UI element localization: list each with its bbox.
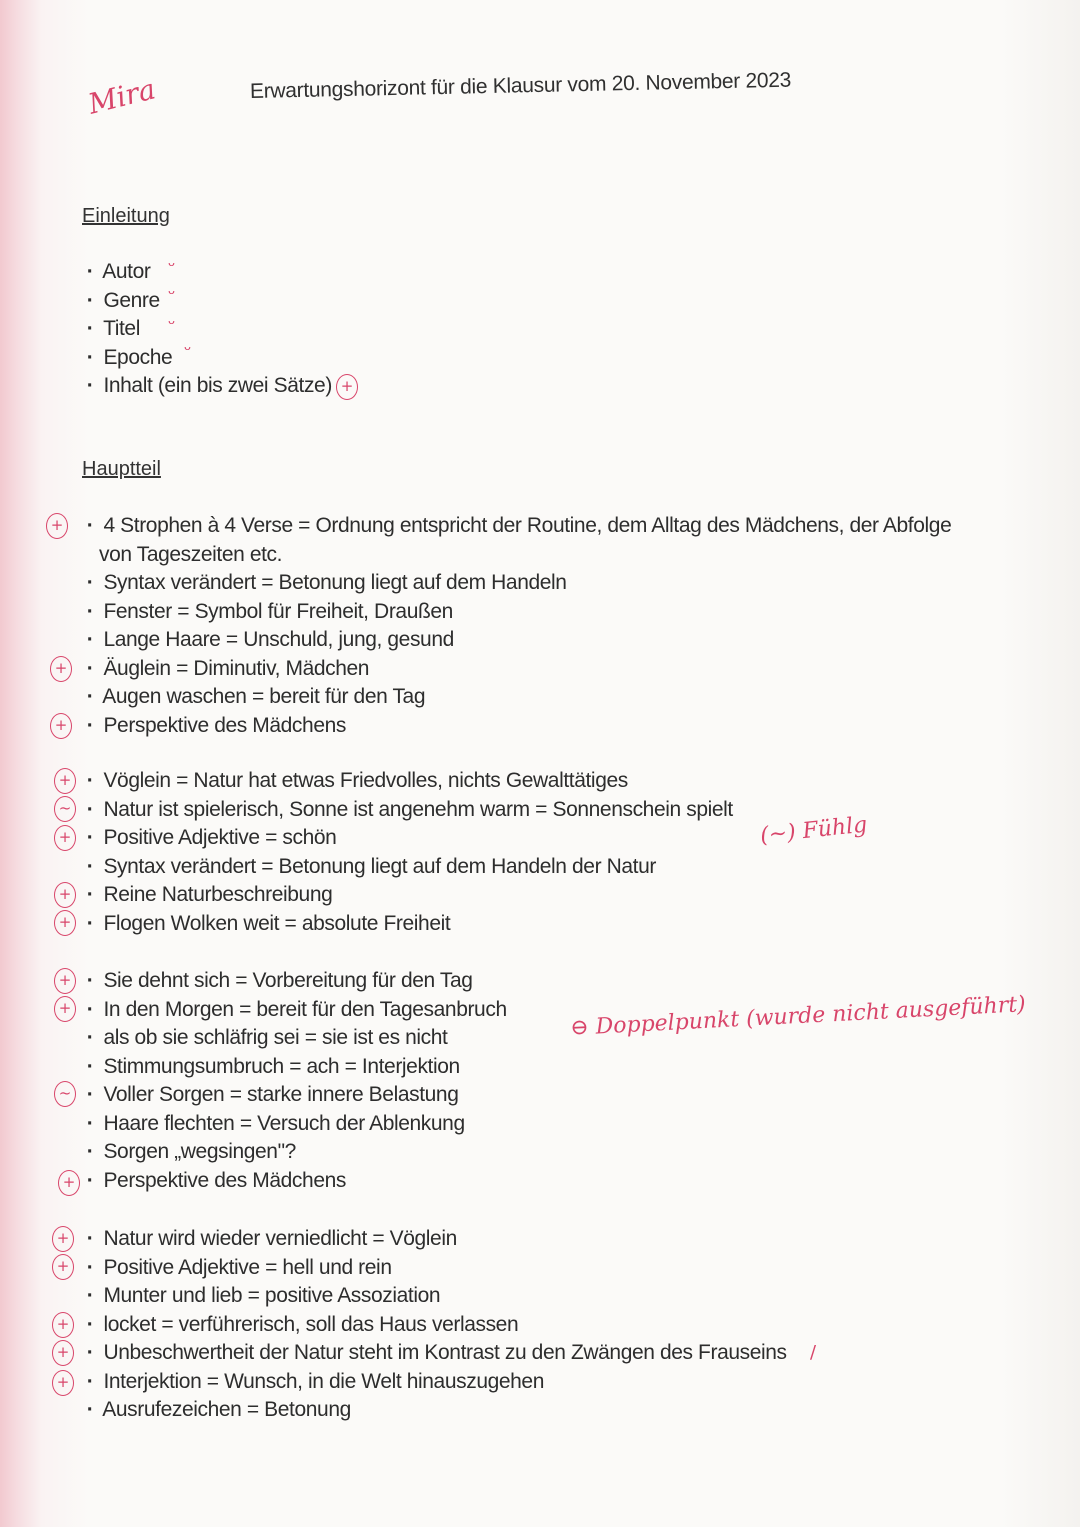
list-item: · Perspektive des Mädchens [86,713,346,737]
plus-mark-icon: + [52,1226,74,1252]
check-mark-icon: ᵕ [168,256,176,277]
plus-mark-icon: + [58,1170,80,1196]
plus-mark-icon: + [54,968,76,994]
plus-mark-icon: + [54,768,76,794]
list-item: · Interjektion = Wunsch, in die Welt hinauszugehen [86,1369,544,1393]
list-item: · Sie dehnt sich = Vorbereitung für den Tag [86,969,473,992]
margin-note-feeling: (~) Fühlg [758,812,869,849]
list-item: · Autor [86,260,151,283]
list-item: · Positive Adjektive = hell und rein [86,1255,392,1279]
list-item: · Unbeschwertheit der Natur steht im Kontrast zu den Zwängen des Frauseins [86,1341,787,1364]
list-item: · Inhalt (ein bis zwei Sätze) [86,374,332,397]
plus-mark-icon: + [52,1340,74,1366]
list-item: · Positive Adjektive = schön [86,826,337,849]
plus-mark-icon: + [54,882,76,908]
list-item: · Augen waschen = bereit für den Tag [86,685,426,708]
list-item: · Fenster = Symbol für Freiheit, Draußen [86,599,453,623]
hauptteil-group-4 [82,1225,787,1425]
list-item: · Syntax verändert = Betonung liegt auf dem Handeln [86,571,567,594]
list-item: · Genre [86,288,160,312]
list-item: · 4 Strophen à 4 Verse = Ordnung entspricht der Routine, dem Alltag des Mädchens, der Abfolge [86,514,952,537]
list-item: · Syntax verändert = Betonung liegt auf dem Handeln der Natur [86,854,656,878]
list-item: · In den Morgen = bereit für den Tagesanbruch [86,997,507,1021]
list-item: · Äuglein = Diminutiv, Mädchen [86,656,370,680]
list-item-continuation: von Tageszeiten etc. [99,542,283,566]
list-item: · Titel [86,317,140,340]
list-item: · Sorgen „wegsingen"? [86,1140,296,1163]
plus-mark-icon: + [54,996,76,1022]
einleitung-list [82,258,332,401]
plus-mark-icon: + [52,1254,74,1280]
plus-mark-icon: + [50,656,72,682]
hauptteil-group-1 [82,512,951,740]
tilde-mark-icon: ~ [54,796,76,822]
list-item: · Natur wird wieder verniedlicht = Vöglein [86,1227,457,1250]
hauptteil-group-2 [82,767,733,938]
tilde-mark-icon: ~ [54,1081,76,1107]
list-item: · Munter und lieb = positive Assoziation [86,1284,441,1307]
section-heading-einleitung: Einleitung [82,205,170,227]
list-item: · Epoche [86,345,173,369]
plus-mark-icon: + [46,513,68,539]
margin-stroke: / [810,1342,817,1363]
check-mark-icon: ᵕ [168,314,176,335]
list-item: · Haare flechten = Versuch der Ablenkung [86,1111,465,1135]
list-item: · als ob sie schläfrig sei = sie ist es nicht [86,1026,448,1049]
list-item: · Flogen Wolken weit = absolute Freiheit [86,911,451,935]
list-item: · Voller Sorgen = starke innere Belastung [86,1083,459,1106]
plus-mark-icon: + [52,1312,74,1338]
list-item: · Stimmungsumbruch = ach = Interjektion [86,1054,460,1078]
plus-mark-icon: + [52,1370,74,1396]
list-item: · Perspektive des Mädchens [86,1168,346,1192]
list-item: · Vöglein = Natur hat etwas Friedvolles, nichts Gewalttätiges [86,769,628,792]
list-item: · Ausrufezeichen = Betonung [86,1398,351,1421]
check-mark-icon: ᵕ [168,284,176,305]
list-item: · Reine Naturbeschreibung [86,883,333,906]
check-mark-icon: ᵕ [184,340,192,361]
page-title: Erwartungshorizont für die Klausur vom 20. November 2023 [249,68,792,103]
plus-mark-icon: + [54,910,76,936]
list-item: · locket = verführerisch, soll das Haus verlassen [86,1312,519,1336]
list-item: · Natur ist spielerisch, Sonne ist angenehm warm = Sonnenschein spielt [86,797,733,821]
list-item: · Lange Haare = Unschuld, jung, gesund [86,628,454,651]
section-heading-hauptteil: Hauptteil [82,458,161,480]
plus-mark-icon: + [336,374,358,400]
hauptteil-group-3 [82,967,507,1195]
plus-mark-icon: + [54,825,76,851]
margin-note-colon: ⊖ Doppelpunkt (wurde nicht ausgeführt) [569,992,1027,1041]
handwritten-name: Mira [85,72,159,121]
plus-mark-icon: + [50,713,72,739]
